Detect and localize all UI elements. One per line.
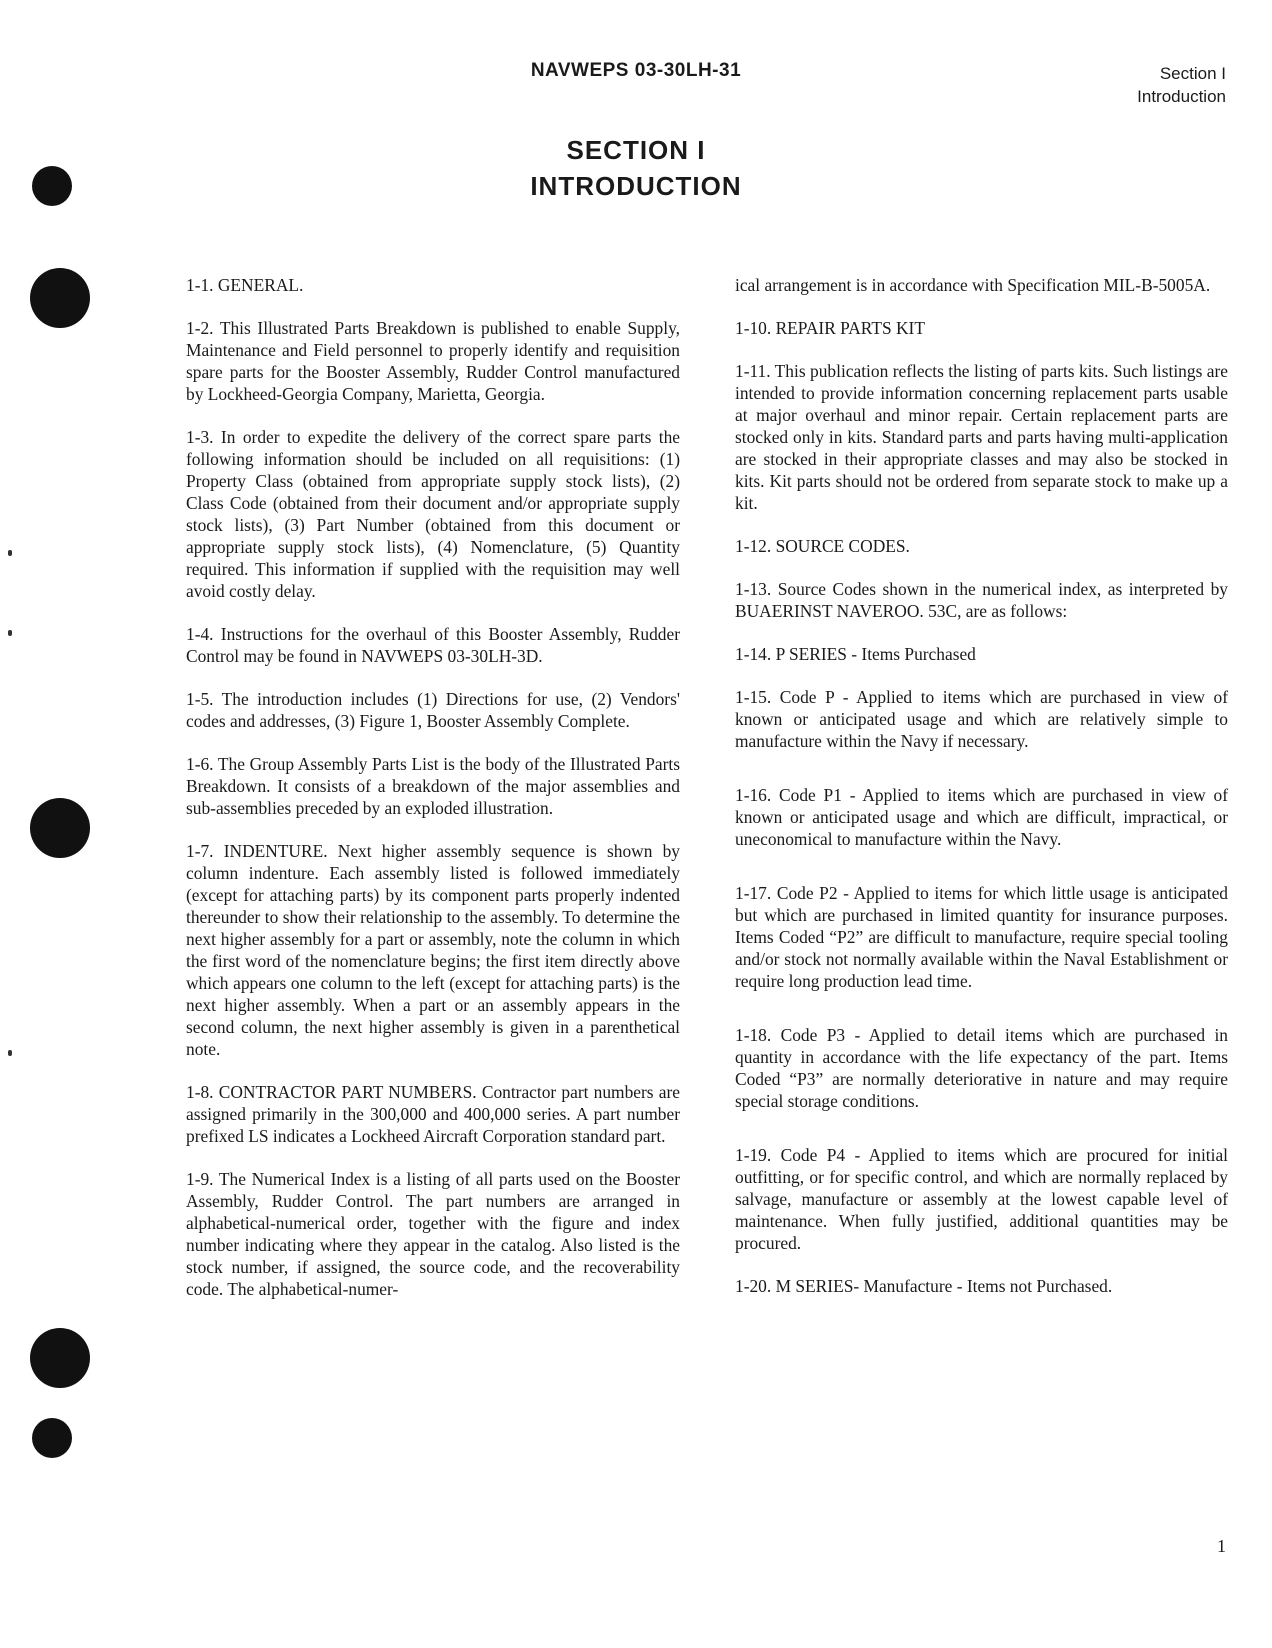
paragraph: 1-9. The Numerical Index is a listing of all parts used on the Booster Assembly, Rudder Control. The part numbers are arranged in alphabetical-numerical order, together with the figure and index number indicating where they appear in the catalog. Also listed is the stock number, if assigned, the source code, and the recoverability code. The alphabetical-numer- [186,1169,680,1299]
paragraph: 1-2. This Illustrated Parts Breakdown is published to enable Supply, Maintenance and Field personnel to properly identify and requisition spare parts for the Booster Assembly, Rudder Control manufactured by Lockheed-Georgia Company, Marietta, Georgia. [186,318,680,404]
binder-hole [30,268,90,328]
running-header [1137,62,1226,108]
paragraph: 1-4. Instructions for the overhaul of this Booster Assembly, Rudder Control may be found in NAVWEPS 03-30LH-3D. [186,624,680,666]
section-heading-title: INTRODUCTION [530,171,742,201]
section-heading-number: SECTION I [566,135,706,165]
right-column [735,274,1228,1318]
paragraph: 1-20. M SERIES- Manufacture - Items not Purchased. [735,1276,1113,1296]
paragraph: 1-7. INDENTURE. Next higher assembly sequence is shown by column indenture. Each assembly listed is followed immediately (except for attaching parts) by its component parts properly indented thereunder to show their relationship to the assembly. To determine the next higher assembly for a part or assembly, note the column in which the first word of the nomenclature begins; the first item directly above which appears one column to the left (except for attaching parts) is the next higher assembly. When a part or an assembly appears in the second column, the next higher assembly is given in a parenthetical note. [186,841,680,1059]
left-column [186,274,680,1321]
page-number: 1 [1217,1536,1226,1556]
paragraph: ical arrangement is in accordance with Specification MIL-B-5005A. [735,275,1211,295]
paragraph: 1-12. SOURCE CODES. [735,536,910,556]
paragraph: 1-13. Source Codes shown in the numerical index, as interpreted by BUAERINST NAVEROO. 53C, are as follows: [735,579,1228,621]
binder-hole [30,1328,90,1388]
scan-speck [8,1050,12,1056]
paragraph: 1-16. Code P1 - Applied to items which are purchased in view of known or anticipated usage and which are difficult, impractical, or uneconomical to manufacture within the Navy. [735,785,1228,849]
paragraph: 1-10. REPAIR PARTS KIT [735,318,925,338]
paragraph: 1-1. GENERAL. [186,275,304,295]
paragraph: 1-8. CONTRACTOR PART NUMBERS. Contractor part numbers are assigned primarily in the 300,000 and 400,000 series. A part number prefixed LS indicates a Lockheed Aircraft Corporation standard part. [186,1082,680,1146]
paragraph: 1-15. Code P - Applied to items which are purchased in view of known or anticipated usage and which are relatively simple to manufacture within the Navy if necessary. [735,687,1228,751]
paragraph: 1-5. The introduction includes (1) Directions for use, (2) Vendors' codes and addresses, (3) Figure 1, Booster Assembly Complete. [186,689,680,731]
binder-hole [30,798,90,858]
paragraph: 1-11. This publication reflects the listing of parts kits. Such listings are intended to provide information concerning replacement parts usable at major overhaul and minor repair. Certain replacement parts are stocked only in kits. Standard parts and parts having multi-application are stocked in their appropriate classes and may also be stocked in kits. Kit parts should not be ordered from separate stock to make up a kit. [735,361,1228,513]
binder-hole [32,1418,72,1458]
paragraph: 1-17. Code P2 - Applied to items for which little usage is anticipated but which are purchased in limited quantity for insurance purposes. Items Coded “P2” are difficult to manufacture, require special tooling and/or stock not normally available within the Naval Establishment or require long production lead time. [735,883,1228,991]
section-heading [0,132,1272,204]
paragraph: 1-6. The Group Assembly Parts List is the body of the Illustrated Parts Breakdown. It consists of a breakdown of the major assemblies and sub-assemblies preceded by an exploded illustration. [186,754,680,818]
paragraph: 1-14. P SERIES - Items Purchased [735,644,976,664]
running-header-title: Introduction [1137,87,1226,106]
paragraph: 1-3. In order to expedite the delivery of the correct spare parts the following information should be included on all requisitions: (1) Property Class (obtained from appropriate supply stock lists), (2) Class Code (obtained from their document and/or appropriate supply stock lists), (3) Part Number (obtained from this document or appropriate supply stock lists), (4) Nomenclature, (5) Quantity required. This information if supplied with the requisition may well avoid costly delay. [186,427,680,601]
paragraph: 1-19. Code P4 - Applied to items which are procured for initial outfitting, or for specific control, and which are normally replaced by salvage, manufacture or assembly at the lowest capable level of maintenance. When fully justified, additional quantities may be procured. [735,1145,1228,1253]
document-number: NAVWEPS 03-30LH-31 [530,60,742,81]
scan-speck [8,550,12,556]
scan-speck [8,630,12,636]
paragraph: 1-18. Code P3 - Applied to detail items which are purchased in quantity in accordance with the life expectancy of the part. Items Coded “P3” are normally deteriorative in nature and may require special storage conditions. [735,1025,1228,1111]
running-header-section: Section I [1159,64,1226,83]
